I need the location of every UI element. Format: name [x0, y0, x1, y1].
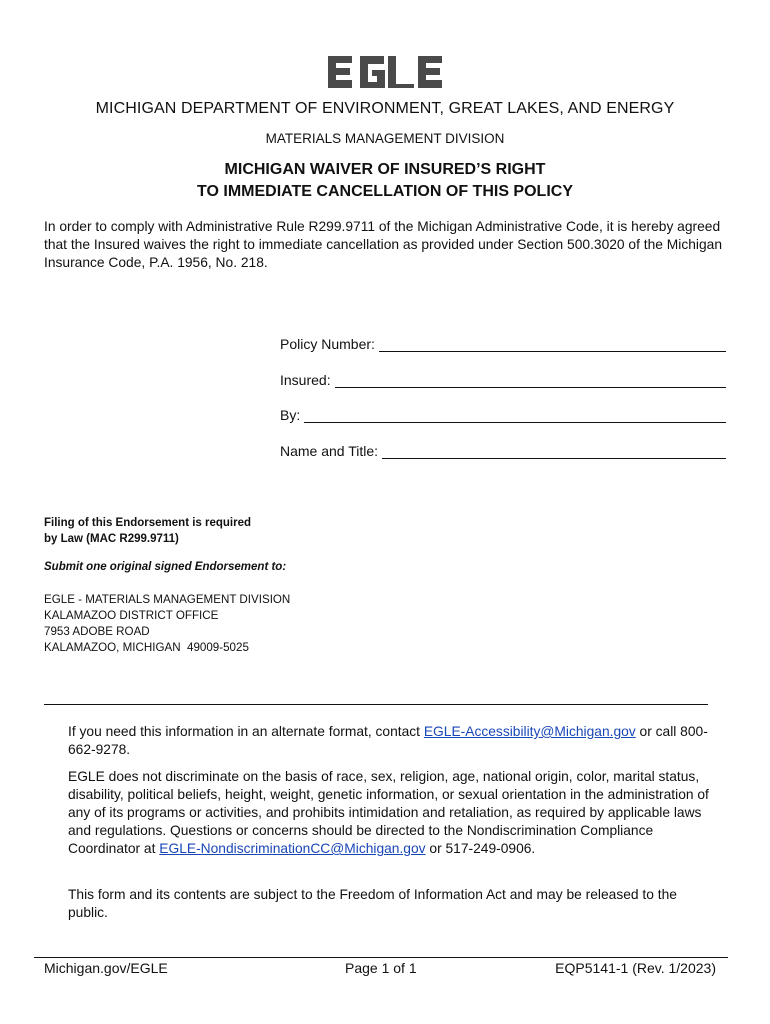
by-field[interactable]: [280, 403, 726, 423]
department-name: MICHIGAN DEPARTMENT OF ENVIRONMENT, GREAT LAKES, AND ENERGY: [95, 100, 675, 117]
nondiscrimination-email-link[interactable]: EGLE-NondiscriminationCC@Michigan.gov: [159, 841, 426, 856]
accessibility-text: If you need this information in an alternate format, contact: [68, 724, 424, 739]
policy-number-line[interactable]: [379, 336, 726, 352]
accessibility-notice: [68, 723, 720, 759]
footer-website: Michigan.gov/EGLE: [44, 960, 168, 976]
address-line: 7953 ADOBE ROAD: [44, 625, 150, 638]
mailing-address: [44, 592, 290, 656]
form-number: EQP5141-1 (Rev. 1/2023): [555, 960, 716, 976]
foia-notice: This form and its contents are subject to the Freedom of Information Act and may be released to the public.: [68, 887, 677, 920]
submit-instruction: Submit one original signed Endorsement to:: [44, 561, 287, 573]
by-line[interactable]: [304, 407, 726, 423]
address-line: KALAMAZOO, MICHIGAN 49009-5025: [44, 641, 249, 654]
insured-line[interactable]: [335, 372, 726, 388]
accessibility-phone: or call 800-662-9278.: [68, 724, 708, 757]
address-line: KALAMAZOO DISTRICT OFFICE: [44, 609, 219, 622]
by-label: By:: [280, 407, 301, 423]
insured-label: Insured:: [280, 372, 331, 388]
footer-divider: [34, 957, 728, 958]
nondiscrimination-notice: [68, 768, 720, 858]
section-divider: [44, 704, 708, 705]
address-line: EGLE - MATERIALS MANAGEMENT DIVISION: [44, 593, 291, 606]
policy-number-field[interactable]: [280, 332, 726, 352]
form-title-line-2: TO IMMEDIATE CANCELLATION OF THIS POLICY: [197, 183, 573, 200]
egle-logo: [326, 52, 444, 92]
filing-line-1: Filing of this Endorsement is required: [44, 517, 252, 529]
division-name: MATERIALS MANAGEMENT DIVISION: [265, 131, 505, 146]
filing-requirement: [44, 515, 251, 547]
name-title-line[interactable]: [382, 443, 726, 459]
form-title: [0, 159, 770, 203]
nondiscrimination-phone: or 517-249-0906.: [425, 841, 536, 856]
name-title-label: Name and Title:: [280, 443, 379, 459]
filing-line-2: by Law (MAC R299.9711): [44, 533, 179, 545]
page-number: Page 1 of 1: [345, 960, 417, 976]
nondiscrimination-text: EGLE does not discriminate on the basis of race, sex, religion, age, national origin, color, marital status, disability, political beliefs, height, weight, genetic information, or sexual orientation in the administration of any of its programs or activities, and prohibits intimidation and retaliation, as required by applicable laws and regulations. Questions or concerns should be directed to the Nondiscrimination Compliance Coordinator at: [68, 769, 709, 856]
policy-number-label: Policy Number:: [280, 336, 375, 352]
insured-field[interactable]: [280, 368, 726, 388]
form-title-line-1: MICHIGAN WAIVER OF INSURED’S RIGHT: [224, 161, 546, 178]
name-title-field[interactable]: [280, 439, 726, 459]
intro-paragraph: In order to comply with Administrative Rule R299.9711 of the Michigan Administrative Code, it is hereby agreed that the Insured waives the right to immediate cancellation as provided under Section 500.3020 of the Michigan Insurance Code, P.A. 1956, No. 218.: [44, 219, 722, 270]
accessibility-email-link[interactable]: EGLE-Accessibility@Michigan.gov: [423, 724, 636, 739]
